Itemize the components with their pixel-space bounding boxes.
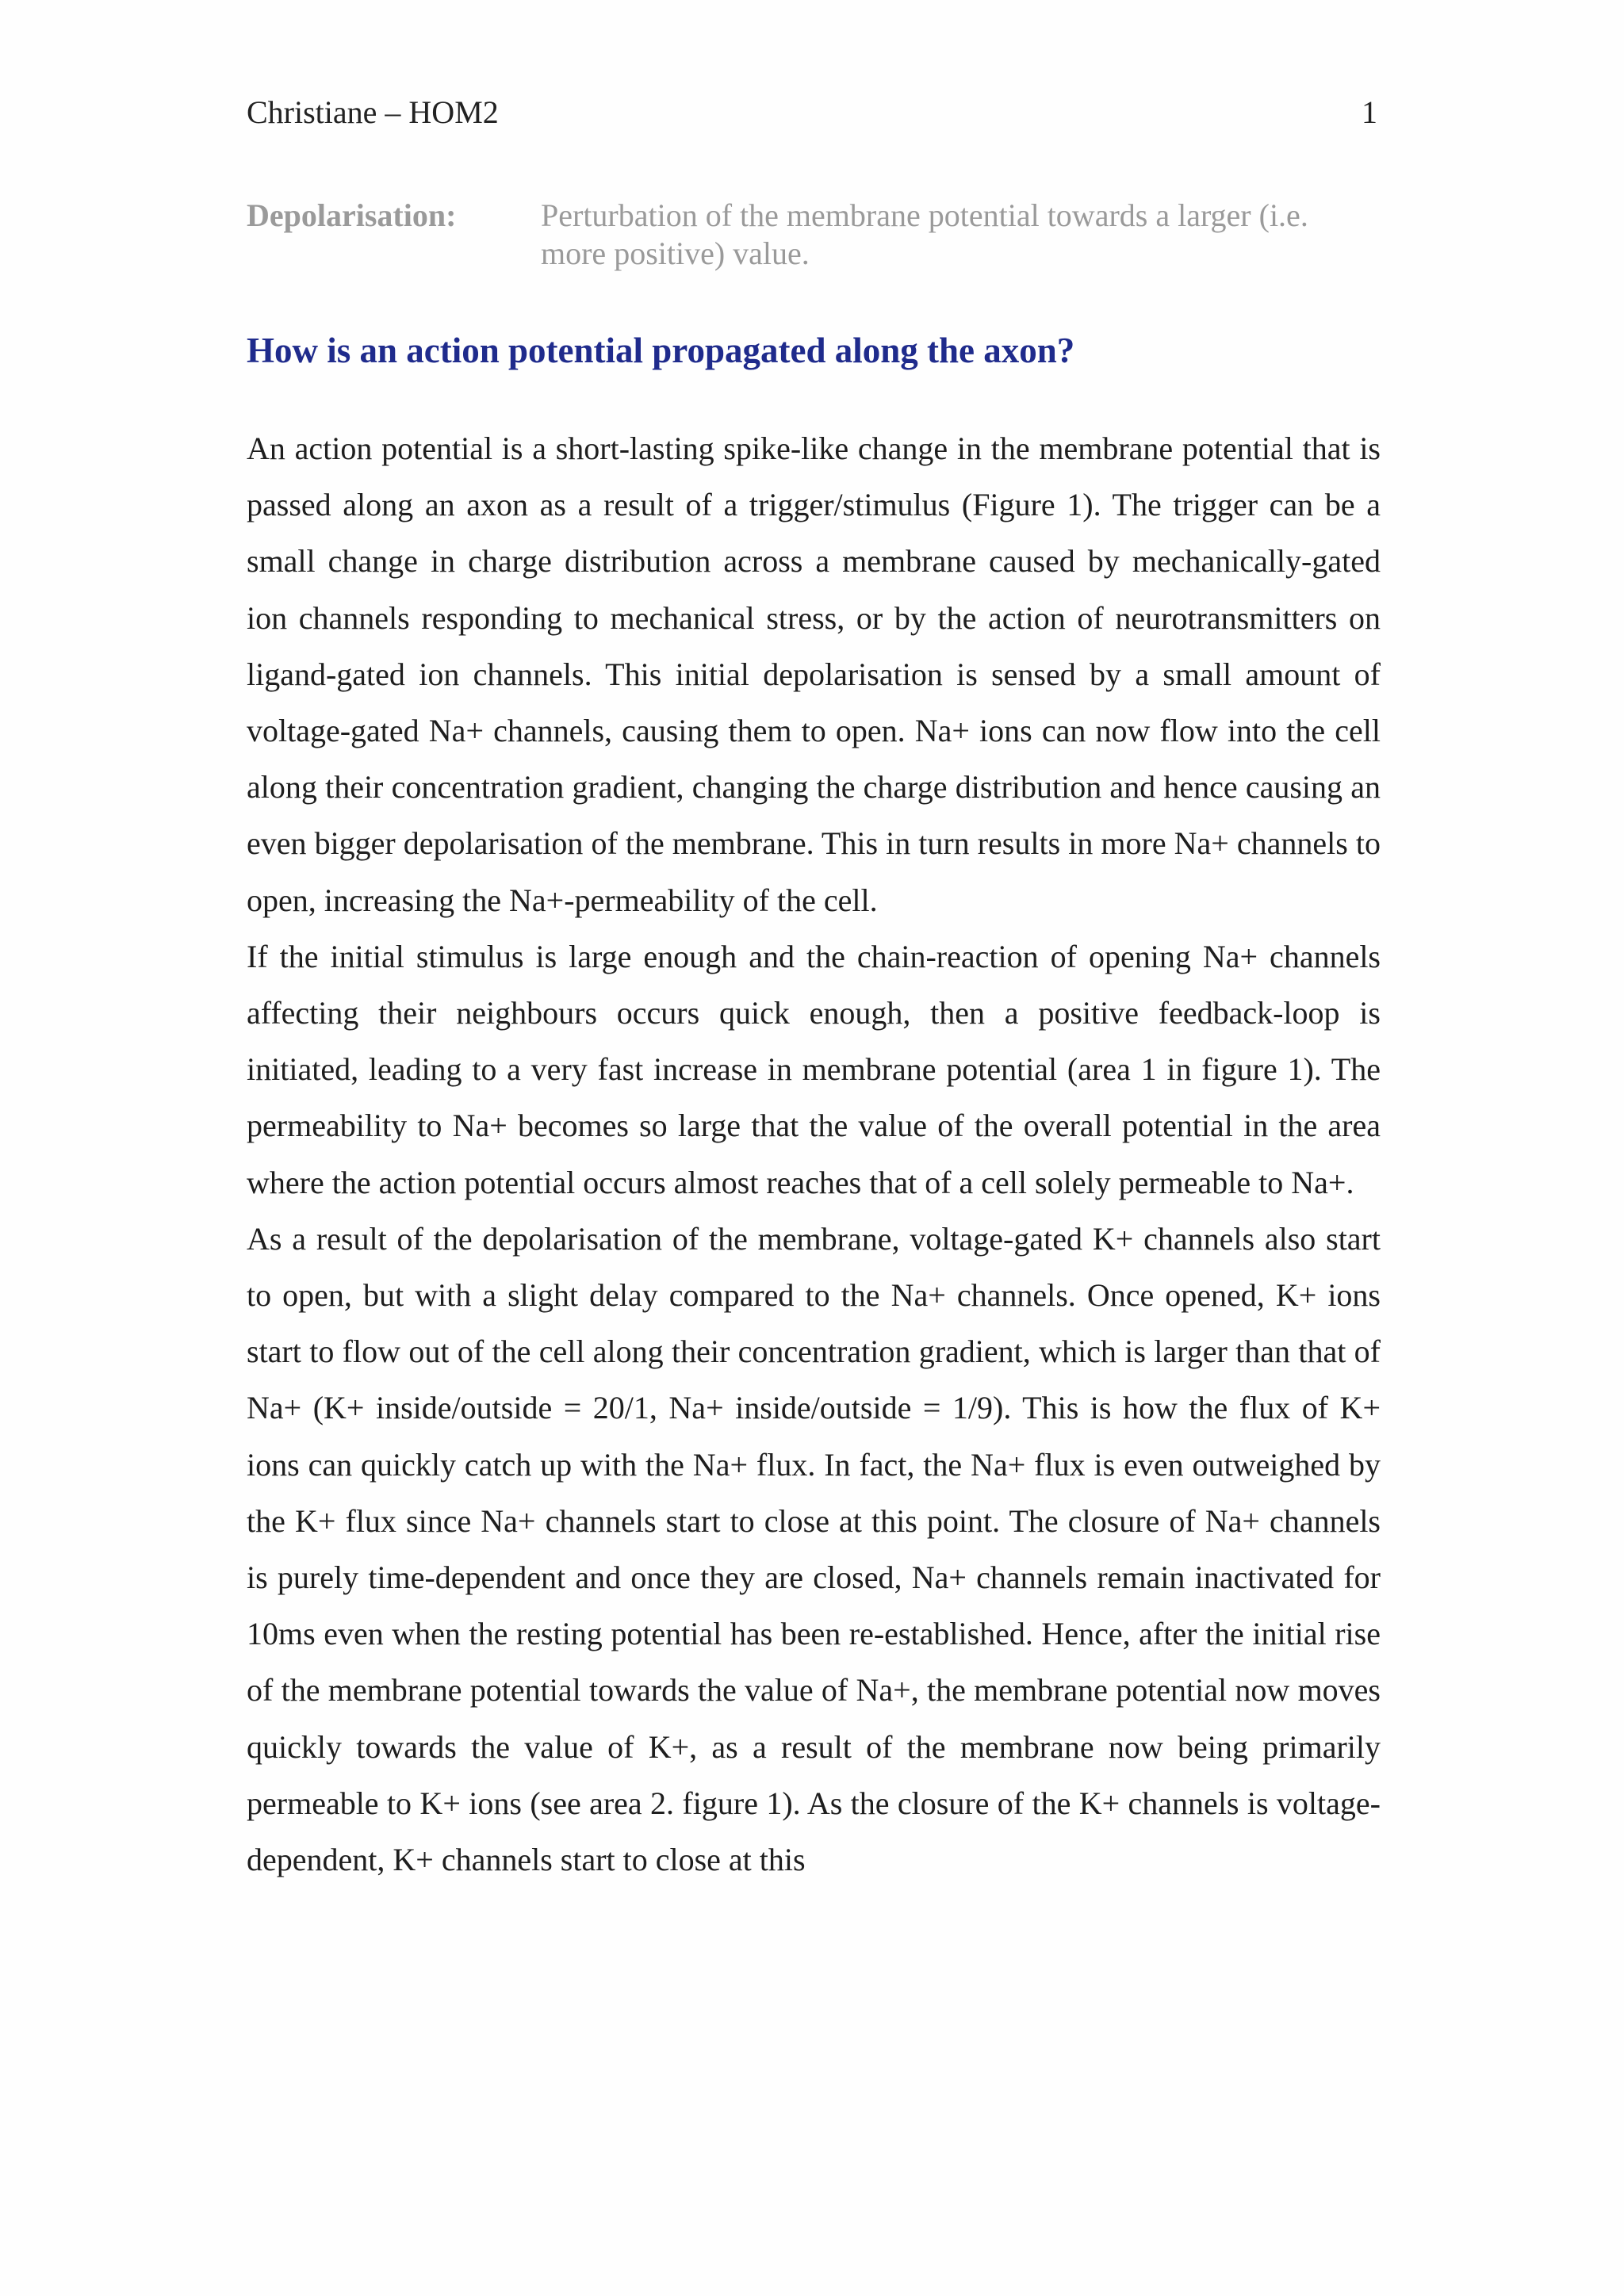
paragraph-3: As a result of the depolarisation of the membrane, voltage-gated K+ channels also start to open, but with a slight delay compared to the Na+ channels. Once opened, K+ ions start to flow out of the cell along their concentration gradient, which is larger than that of Na+ (K+ inside/outside = 20/1, Na+ inside/outside = 1/9). This is how the flux of K+ ions can quickly catch up with the Na+ flux. In fact, the Na+ flux is even outweighed by the K+ flux since Na+ channels start to close at this point. The closure of Na+ channels is purely time-dependent and once they are closed, Na+ channels remain inactivated for 10ms even when the resting potential has been re-established. Hence, after the initial rise of the membrane potential towards the value of Na+, the membrane potential now moves quickly towards the value of K+, as a result of the membrane now being primarily permeable to K+ ions (see area 2. figure 1). As the closure of the K+ channels is voltage-dependent, K+ channels start to close at this	[247, 1220, 1381, 1878]
paragraph-2: If the initial stimulus is large enough and the chain-reaction of opening Na+ channels affecting their neighbours occurs quick enough, then a positive feedback-loop is initiated, leading to a very fast increase in membrane potential (area 1 in figure 1). The permeability to Na+ becomes so large that the value of the overall potential in the area where the action potential occurs almost reaches that of a cell solely permeable to Na+.	[247, 938, 1381, 1200]
page-header	[247, 94, 1377, 141]
page-number: 1	[1362, 94, 1377, 130]
definition-term: Depolarisation:	[247, 197, 457, 233]
paragraph-1: An action potential is a short-lasting spike-like change in the membrane potential that is passed along an axon as a result of a trigger/stimulus (Figure 1). The trigger can be a small change in charge distribution across a membrane caused by mechanically-gated ion channels responding to mechanical stress, or by the action of neurotransmitters on ligand-gated ion channels. This initial depolarisation is sensed by a small amount of voltage-gated Na+ channels, causing them to open. Na+ ions can now flow into the cell along their concentration gradient, changing the charge distribution and hence causing an even bigger depolarisation of the membrane. This in turn results in more Na+ channels to open, increasing the Na+-permeability of the cell.	[247, 430, 1381, 918]
definition-description: Perturbation of the membrane potential towards a larger (i.e. more positive) value.	[541, 197, 1308, 271]
section-heading: How is an action potential propagated along the axon?	[247, 331, 1075, 370]
header-title: Christiane – HOM2	[247, 94, 499, 130]
body-text	[247, 420, 1381, 1888]
definition-entry	[247, 197, 1381, 273]
